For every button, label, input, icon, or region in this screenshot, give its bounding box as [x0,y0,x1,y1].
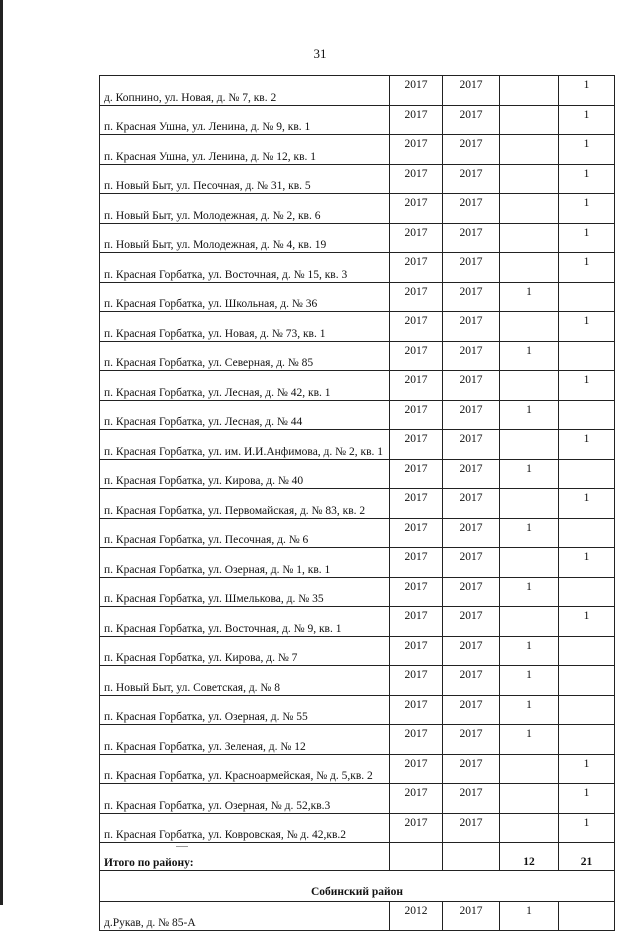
table-row [100,784,615,814]
year-end-cell: 2017 [443,695,500,725]
table-row [100,577,615,607]
year-start-cell: 2017 [390,518,443,548]
count-col1-cell: 1 [500,695,559,725]
address-cell: д.Рукав, д. № 85-А [100,901,390,931]
year-end-cell: 2017 [443,430,500,460]
year-start-cell: 2017 [390,636,443,666]
count-col1-cell: 1 [500,518,559,548]
address-cell: п. Красная Горбатка, ул. Новая, д. № 73, кв. 1 [100,312,390,342]
table-row [100,754,615,784]
address-cell: п. Красная Горбатка, ул. Лесная, д. № 42, кв. 1 [100,371,390,401]
year-start-cell: 2017 [390,666,443,696]
count-col1-cell [500,223,559,253]
year-end-cell: 2017 [443,194,500,224]
count-col1-cell: 1 [500,901,559,931]
total-empty-cell [443,843,500,871]
table-row [100,725,615,755]
address-cell: п. Красная Горбатка, ул. Первомайская, д. № 83, кв. 2 [100,489,390,519]
address-cell: п. Красная Горбатка, ул. Лесная, д. № 44 [100,400,390,430]
year-end-cell: 2017 [443,341,500,371]
count-col2-cell [559,725,615,755]
count-col1-cell [500,489,559,519]
table-row [100,459,615,489]
count-col1-cell [500,194,559,224]
year-start-cell: 2017 [390,813,443,843]
year-start-cell: 2017 [390,430,443,460]
address-cell: п. Красная Горбатка, ул. Северная, д. № 85 [100,341,390,371]
year-start-cell: 2017 [390,725,443,755]
table-row [100,518,615,548]
year-end-cell: 2017 [443,754,500,784]
year-end-cell: 2017 [443,518,500,548]
count-col2-cell: 1 [559,253,615,283]
count-col2-cell: 1 [559,76,615,106]
address-cell: п. Красная Горбатка, ул. Ковровская, № д. 42,кв.2 [100,813,390,843]
count-col2-cell: 1 [559,430,615,460]
table-row [100,695,615,725]
address-cell: п. Красная Ушна, ул. Ленина, д. № 12, кв. 1 [100,135,390,165]
year-end-cell: 2017 [443,607,500,637]
count-col1-cell: 1 [500,666,559,696]
count-col2-cell: 1 [559,312,615,342]
count-col2-cell [559,901,615,931]
count-col2-cell [559,282,615,312]
page-number: 31 [313,46,327,61]
count-col1-cell [500,754,559,784]
count-col2-cell: 1 [559,105,615,135]
address-cell: п. Новый Быт, ул. Молодежная, д. № 4, кв. 19 [100,223,390,253]
address-cell: п. Красная Горбатка, ул. Красноармейская, № д. 5,кв. 2 [100,754,390,784]
year-start-cell: 2017 [390,312,443,342]
table-row [100,76,615,106]
count-col1-cell: 1 [500,636,559,666]
year-end-cell: 2017 [443,164,500,194]
total-col1: 12 [500,843,559,871]
address-cell: п. Красная Горбатка, ул. Кирова, д. № 40 [100,459,390,489]
year-end-cell: 2017 [443,400,500,430]
count-col2-cell [559,400,615,430]
address-cell: п. Красная Горбатка, ул. Песочная, д. № 6 [100,518,390,548]
table-row [100,371,615,401]
count-col1-cell: 1 [500,341,559,371]
housing-table [99,75,615,931]
table-row [100,194,615,224]
year-start-cell: 2017 [390,371,443,401]
table-row [100,253,615,283]
count-col1-cell [500,784,559,814]
address-cell: п. Новый Быт, ул. Песочная, д. № 31, кв. 5 [100,164,390,194]
year-end-cell: 2017 [443,548,500,578]
section-title: Собинский район [100,870,615,901]
table-row [100,901,615,931]
count-col2-cell: 1 [559,813,615,843]
year-start-cell: 2012 [390,901,443,931]
address-cell: п. Красная Горбатка, ул. Восточная, д. № 9, кв. 1 [100,607,390,637]
year-start-cell: 2017 [390,459,443,489]
address-cell: п. Красная Горбатка, ул. Озерная, д. № 55 [100,695,390,725]
count-col2-cell: 1 [559,223,615,253]
table-row [100,164,615,194]
total-col2: 21 [559,843,615,871]
year-end-cell: 2017 [443,135,500,165]
count-col1-cell [500,371,559,401]
year-end-cell: 2017 [443,282,500,312]
count-col1-cell [500,253,559,283]
count-col1-cell [500,813,559,843]
table-row [100,666,615,696]
address-cell: п. Красная Горбатка, ул. Шмелькова, д. № 35 [100,577,390,607]
year-end-cell: 2017 [443,253,500,283]
year-end-cell: 2017 [443,223,500,253]
count-col2-cell: 1 [559,164,615,194]
count-col2-cell: 1 [559,371,615,401]
address-cell: п. Новый Быт, ул. Молодежная, д. № 2, кв. 6 [100,194,390,224]
year-end-cell: 2017 [443,725,500,755]
year-start-cell: 2017 [390,105,443,135]
footer-mark [176,846,188,847]
table-row [100,430,615,460]
year-end-cell: 2017 [443,784,500,814]
year-start-cell: 2017 [390,548,443,578]
count-col1-cell [500,312,559,342]
year-start-cell: 2017 [390,754,443,784]
count-col1-cell: 1 [500,282,559,312]
table-row [100,135,615,165]
count-col1-cell [500,548,559,578]
address-cell: п. Красная Горбатка, ул. Зеленая, д. № 12 [100,725,390,755]
year-end-cell: 2017 [443,901,500,931]
year-start-cell: 2017 [390,76,443,106]
table-row [100,400,615,430]
total-empty-cell [390,843,443,871]
section-header-row [100,870,615,901]
year-end-cell: 2017 [443,489,500,519]
count-col2-cell: 1 [559,135,615,165]
year-end-cell: 2017 [443,577,500,607]
address-cell: п. Красная Горбатка, ул. Восточная, д. № 15, кв. 3 [100,253,390,283]
count-col1-cell [500,105,559,135]
count-col2-cell [559,666,615,696]
count-col2-cell [559,341,615,371]
count-col2-cell: 1 [559,548,615,578]
address-cell: п. Красная Горбатка, ул. Озерная, № д. 52,кв.3 [100,784,390,814]
year-end-cell: 2017 [443,105,500,135]
year-end-cell: 2017 [443,312,500,342]
count-col2-cell [559,695,615,725]
year-start-cell: 2017 [390,253,443,283]
address-cell: п. Красная Ушна, ул. Ленина, д. № 9, кв. 1 [100,105,390,135]
count-col1-cell [500,430,559,460]
year-start-cell: 2017 [390,135,443,165]
year-end-cell: 2017 [443,76,500,106]
count-col1-cell: 1 [500,725,559,755]
table-row [100,312,615,342]
table-row [100,223,615,253]
count-col2-cell [559,459,615,489]
address-cell: д. Копнино, ул. Новая, д. № 7, кв. 2 [100,76,390,106]
table-row [100,813,615,843]
address-cell: п. Красная Горбатка, ул. Озерная, д. № 1, кв. 1 [100,548,390,578]
count-col2-cell: 1 [559,194,615,224]
year-end-cell: 2017 [443,371,500,401]
table-row [100,607,615,637]
year-end-cell: 2017 [443,636,500,666]
year-end-cell: 2017 [443,459,500,489]
table-row [100,341,615,371]
count-col1-cell: 1 [500,577,559,607]
total-label: Итого по району: [100,843,390,871]
table-row [100,548,615,578]
count-col1-cell [500,164,559,194]
count-col2-cell: 1 [559,607,615,637]
address-cell: п. Красная Горбатка, ул. Кирова, д. № 7 [100,636,390,666]
year-start-cell: 2017 [390,400,443,430]
address-cell: п. Красная Горбатка, ул. Школьная, д. № 36 [100,282,390,312]
year-start-cell: 2017 [390,223,443,253]
address-cell: п. Красная Горбатка, ул. им. И.И.Анфимова, д. № 2, кв. 1 [100,430,390,460]
year-start-cell: 2017 [390,784,443,814]
year-end-cell: 2017 [443,813,500,843]
table-row [100,636,615,666]
table-row [100,282,615,312]
year-start-cell: 2017 [390,607,443,637]
year-end-cell: 2017 [443,666,500,696]
count-col1-cell: 1 [500,400,559,430]
year-start-cell: 2017 [390,489,443,519]
year-start-cell: 2017 [390,577,443,607]
count-col2-cell: 1 [559,754,615,784]
year-start-cell: 2017 [390,164,443,194]
count-col2-cell [559,518,615,548]
count-col2-cell: 1 [559,784,615,814]
count-col2-cell [559,577,615,607]
table-row [100,489,615,519]
year-start-cell: 2017 [390,341,443,371]
count-col1-cell [500,135,559,165]
count-col1-cell: 1 [500,459,559,489]
year-start-cell: 2017 [390,282,443,312]
year-start-cell: 2017 [390,194,443,224]
count-col1-cell [500,76,559,106]
count-col2-cell [559,636,615,666]
scan-edge [0,0,3,905]
year-start-cell: 2017 [390,695,443,725]
address-cell: п. Новый Быт, ул. Советская, д. № 8 [100,666,390,696]
table-row [100,105,615,135]
count-col1-cell [500,607,559,637]
count-col2-cell: 1 [559,489,615,519]
